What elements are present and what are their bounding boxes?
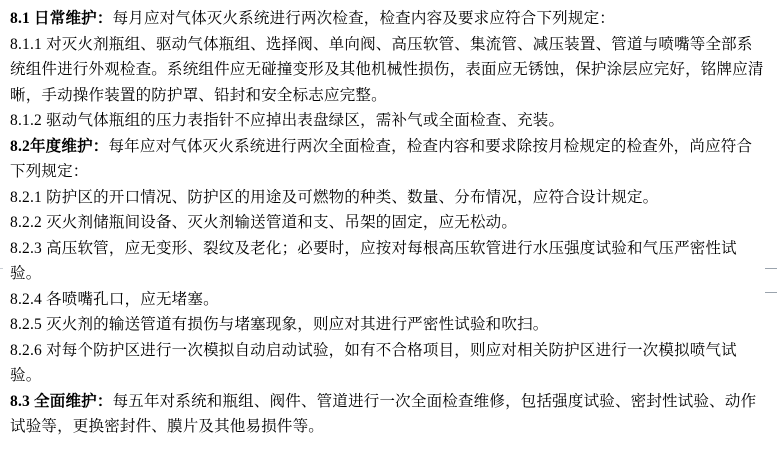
paragraph-8-3-text: 每五年对系统和瓶组、阀件、管道进行一次全面检查维修，包括强度试验、密封性试验、动作试验等，更换密封件、膜片及其他易损件等。: [10, 392, 757, 435]
paragraph-8-2-2: [10, 210, 767, 236]
paragraph-8-3: [10, 389, 767, 440]
paragraph-8-2-6: [10, 338, 767, 389]
paragraph-8-2-text: 每年应对气体灭火系统进行两次全面检查，检查内容和要求除按月检规定的检查外，尚应符合下列规定：: [10, 137, 753, 180]
paragraph-8-1-2-text: 8.1.2 驱动气体瓶组的压力表指针不应掉出表盘绿区，需补气或全面检查、充装。: [10, 112, 565, 129]
paragraph-8-2-3-text: 8.2.3 高压软管，应无变形、裂纹及老化；必要时，应按对每根高压软管进行水压强度试验和气压严密性试验。: [10, 239, 737, 282]
paragraph-8-2-4: [10, 287, 767, 313]
paragraph-8-2-5-text: 8.2.5 灭火剂的输送管道有损伤与堵塞现象，则应对其进行严密性试验和吹扫。: [10, 316, 549, 333]
paragraph-8-2-6-text: 8.2.6 对每个防护区进行一次模拟自动启动试验，如有不合格项目，则应对相关防护区进行一次模拟喷气试验。: [10, 341, 737, 384]
paragraph-8-2-2-text: 8.2.2 灭火剂储瓶间设备、灭火剂输送管道和支、吊架的固定，应无松动。: [10, 214, 518, 231]
paragraph-8-2-1-text: 8.2.1 防护区的开口情况、防护区的用途及可燃物的种类、数量、分布情况，应符合设计规定。: [10, 188, 659, 206]
paragraph-8-3-lead: 8.3 全面维护：: [10, 392, 113, 410]
paragraph-8-1-2: [10, 108, 767, 134]
paragraph-8-2-3: [10, 236, 767, 287]
paragraph-8-2-5: [10, 312, 767, 338]
paragraph-8-1-lead: 8.1 日常维护：: [10, 10, 113, 27]
paragraph-8-2-lead: 8.2年度维护：: [10, 137, 109, 155]
paragraph-8-1-1-text: 8.1.1 对灭火剂瓶组、驱动气体瓶组、选择阀、单向阀、高压软管、集流管、减压装置、管道与喷嘴等全部系统组件进行外观检查。系统组件应无碰撞变形及其他机械性损伤，表面应无锈蚀，保护涂层应完好，铭牌应清晰，手动操作装置的防护罩、铅封和安全标志应完整。: [10, 35, 764, 104]
paragraph-8-2: [10, 134, 767, 185]
paragraph-8-2-1: [10, 185, 767, 211]
paragraph-8-1: [10, 6, 767, 32]
page-edge-mark-top: [765, 268, 777, 269]
paragraph-8-1-1: [10, 32, 767, 109]
paragraph-8-1-text: 每月应对气体灭火系统进行两次检查，检查内容及要求应符合下列规定：: [112, 10, 615, 27]
paragraph-8-2-4-text: 8.2.4 各喷嘴孔口，应无堵塞。: [10, 290, 219, 308]
page-edge-mark-left: [0, 268, 3, 269]
page-edge-mark-bottom: [765, 292, 777, 293]
